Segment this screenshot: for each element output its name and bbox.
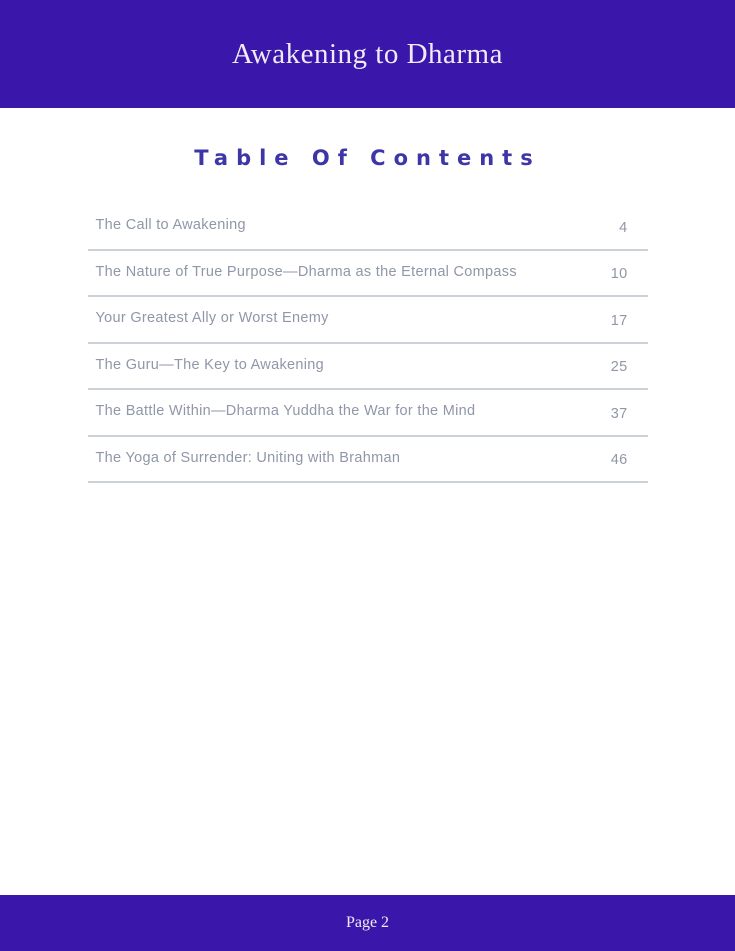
toc-entry-title: The Battle Within—Dharma Yuddha the War for the Mind	[95, 403, 476, 420]
toc-entry[interactable]	[88, 251, 648, 298]
toc-entry-title: The Guru—The Key to Awakening	[95, 356, 324, 373]
toc-entry[interactable]	[88, 344, 648, 391]
toc-entry-page-number: 46	[610, 452, 628, 469]
toc-entry-page-number: 10	[610, 266, 628, 283]
toc-entry-title: The Nature of True Purpose—Dharma as the Eternal Compass	[95, 263, 517, 280]
page-header-band	[0, 0, 735, 108]
toc-entry[interactable]	[88, 204, 648, 251]
page-number-label: Page 2	[345, 914, 390, 931]
toc-entry[interactable]	[88, 297, 648, 344]
page-footer-band	[0, 895, 735, 951]
toc-list	[88, 204, 648, 483]
book-title: Awakening to Dharma	[232, 37, 503, 70]
toc-entry-title: The Call to Awakening	[95, 217, 246, 233]
page-content	[0, 108, 735, 895]
toc-entry-page-number: 17	[610, 312, 628, 329]
toc-entry-page-number: 25	[610, 359, 628, 376]
toc-entry-title: The Yoga of Surrender: Uniting with Brahman	[95, 449, 401, 466]
toc-entry-page-number: 37	[610, 405, 628, 422]
toc-entry-title: Your Greatest Ally or Worst Enemy	[95, 310, 329, 327]
toc-entry[interactable]	[88, 390, 648, 437]
toc-heading: Table Of Contents	[194, 146, 541, 170]
toc-entry-page-number: 4	[619, 219, 628, 236]
toc-entry[interactable]	[88, 437, 648, 484]
